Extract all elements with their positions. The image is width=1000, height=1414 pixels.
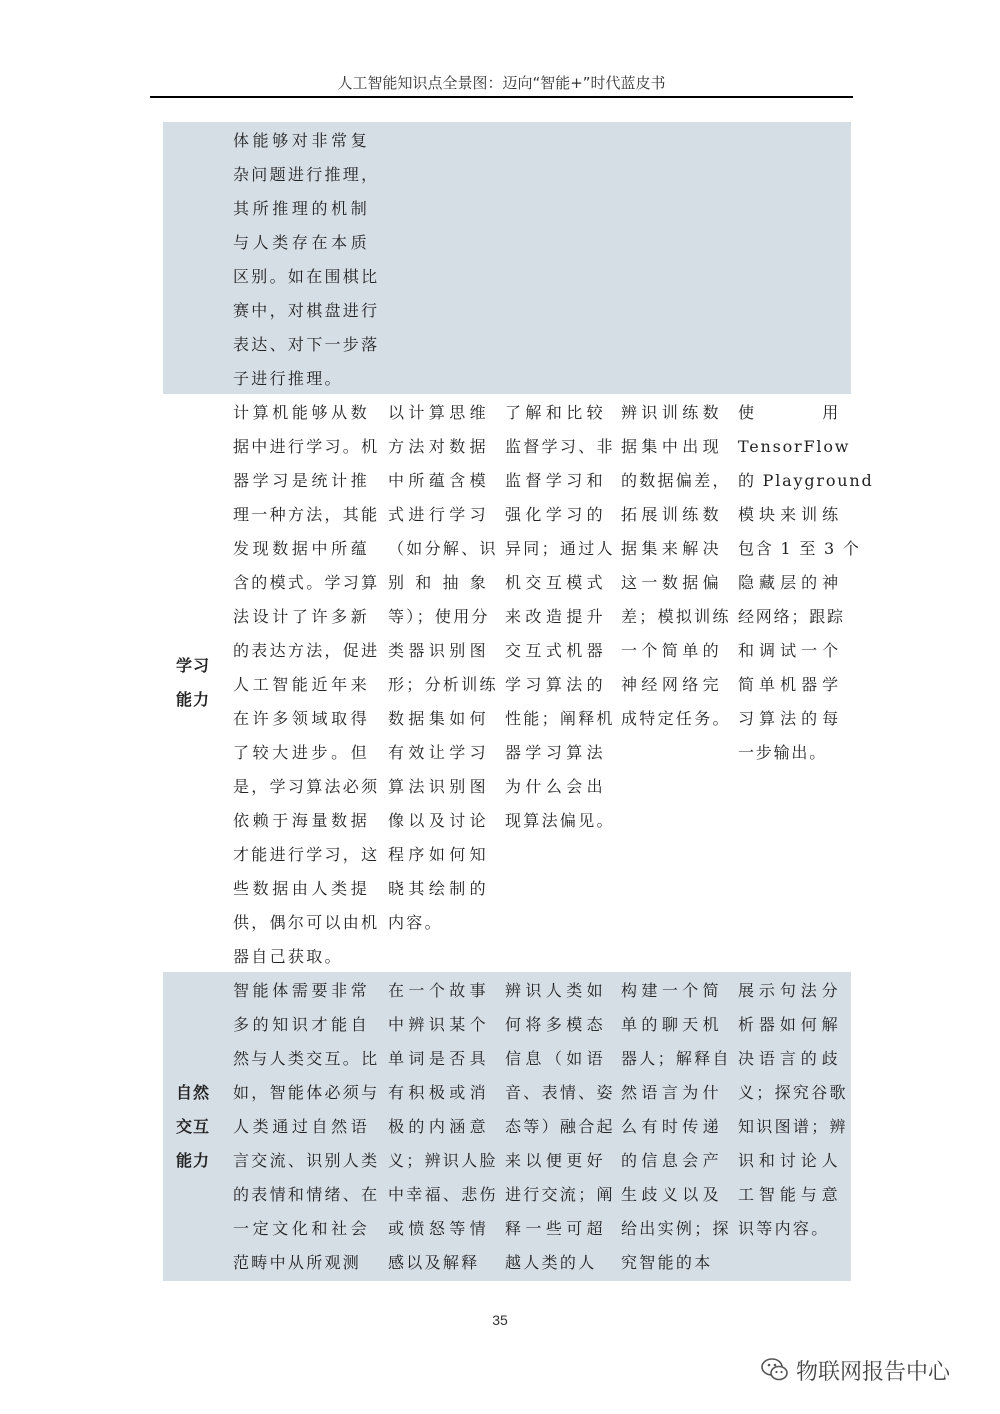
text-line: 单的聊天机 bbox=[621, 1015, 721, 1034]
text-line: 器学习算法 bbox=[505, 743, 605, 762]
header-rule bbox=[150, 96, 853, 98]
text-line: TensorFlow bbox=[738, 437, 851, 456]
cell-col2 bbox=[388, 974, 498, 1280]
text-line: 的表情和情绪、在 bbox=[233, 1185, 380, 1204]
text-line: 的 Playground bbox=[738, 471, 874, 490]
text-line: 表达、对下一步落 bbox=[233, 335, 380, 354]
text-line: 在许多领域取得 bbox=[233, 709, 369, 728]
text-line: 人类通过自然语 bbox=[233, 1117, 369, 1136]
text-line: 构建一个简 bbox=[621, 981, 721, 1000]
text-line: 析器如何解 bbox=[738, 1015, 840, 1034]
text-line: 辨识训练数 bbox=[621, 403, 721, 422]
text-line: 感以及解释 bbox=[388, 1253, 480, 1272]
text-line: 监督学习、非 bbox=[505, 437, 615, 456]
text-line: 区别。如在围棋比 bbox=[233, 267, 380, 286]
text-line: 像以及讨论 bbox=[388, 811, 488, 830]
cell-description bbox=[233, 396, 380, 974]
text-line: 器人；解释自 bbox=[621, 1049, 731, 1068]
text-line: 其所推理的机制 bbox=[233, 199, 369, 218]
text-line: 态等）融合起 bbox=[505, 1117, 615, 1136]
wechat-icon bbox=[760, 1355, 790, 1385]
text-line: 中幸福、悲伤 bbox=[388, 1185, 498, 1204]
text-line: 模块来训练 bbox=[738, 505, 840, 524]
text-line: 辨识人类如 bbox=[505, 981, 605, 1000]
text-line: 知识图谱；辨 bbox=[738, 1117, 848, 1136]
cell-col4 bbox=[621, 974, 731, 1280]
text-line: 异同；通过人 bbox=[505, 539, 615, 558]
text-line: 多的知识才能自 bbox=[233, 1015, 369, 1034]
text-line: 一个简单的 bbox=[621, 641, 721, 660]
text-line: 能力 bbox=[175, 1151, 210, 1170]
text-line: 范畴中从所观测 bbox=[233, 1253, 362, 1272]
text-line: 体能够对非常复 bbox=[233, 131, 369, 150]
text-line: 现算法偏见。 bbox=[505, 811, 615, 830]
text-line: 含的模式。学习算 bbox=[233, 573, 380, 592]
text-line: 内容。 bbox=[388, 913, 443, 932]
text-line: 智能体需要非常 bbox=[233, 981, 369, 1000]
text-line: 别和抽象 bbox=[388, 573, 488, 592]
text-line: 如，智能体必须与 bbox=[233, 1083, 380, 1102]
cell-col5 bbox=[738, 974, 848, 1246]
cell-description bbox=[233, 124, 380, 396]
text-line: 音、表情、姿 bbox=[505, 1083, 615, 1102]
text-line: 些数据由人类提 bbox=[233, 879, 369, 898]
text-line: 形；分析训练 bbox=[388, 675, 498, 694]
text-line: 使 用 bbox=[738, 403, 840, 422]
text-line: 方法对数据 bbox=[388, 437, 488, 456]
text-line: 决语言的歧 bbox=[738, 1049, 840, 1068]
text-line: 言交流、识别人类 bbox=[233, 1151, 380, 1170]
text-line: 识和讨论人 bbox=[738, 1151, 840, 1170]
text-line: 成特定任务。 bbox=[621, 709, 731, 728]
text-line: 有积极或消 bbox=[388, 1083, 488, 1102]
text-line: 监督学习和 bbox=[505, 471, 605, 490]
text-line: 学习 bbox=[175, 656, 210, 675]
cell-description bbox=[233, 974, 380, 1280]
text-line: 信息（如语 bbox=[505, 1049, 605, 1068]
text-line: 据集来解决 bbox=[621, 539, 721, 558]
text-line: 式进行学习 bbox=[388, 505, 488, 524]
text-line: 赛中，对棋盘进行 bbox=[233, 301, 380, 320]
running-header: 人工智能知识点全景图：迈向“智能+”时代蓝皮书 bbox=[337, 74, 666, 92]
text-line: 或愤怒等情 bbox=[388, 1219, 488, 1238]
text-line: 和调试一个 bbox=[738, 641, 840, 660]
watermark bbox=[760, 1350, 950, 1390]
text-line: 器学习是统计推 bbox=[233, 471, 369, 490]
text-line: 机交互模式 bbox=[505, 573, 605, 592]
text-line: 这一数据偏 bbox=[621, 573, 721, 592]
text-line: 包含 1 至 3 个 bbox=[738, 539, 861, 558]
text-line: 杂问题进行推理， bbox=[233, 165, 380, 184]
text-line: 人工智能近年来 bbox=[233, 675, 369, 694]
text-line: 究智能的本 bbox=[621, 1253, 713, 1272]
text-line: 的信息会产 bbox=[621, 1151, 721, 1170]
text-line: 隐藏层的神 bbox=[738, 573, 840, 592]
cell-col3 bbox=[505, 396, 615, 838]
text-line: 来以便更好 bbox=[505, 1151, 605, 1170]
text-line: 性能；阐释机 bbox=[505, 709, 615, 728]
cell-col5 bbox=[738, 396, 874, 770]
text-line: 交互式机器 bbox=[505, 641, 605, 660]
text-line: 极的内涵意 bbox=[388, 1117, 488, 1136]
text-line: 计算机能够从数 bbox=[233, 403, 369, 422]
text-line: 依赖于海量数据 bbox=[233, 811, 369, 830]
text-line: 有效让学习 bbox=[388, 743, 488, 762]
text-line: 为什么会出 bbox=[505, 777, 605, 796]
text-line: 来改造提升 bbox=[505, 607, 605, 626]
table-row-learning bbox=[163, 394, 874, 972]
text-line: 能力 bbox=[175, 690, 210, 709]
text-line: 的数据偏差， bbox=[621, 471, 731, 490]
text-line: 拓展训练数 bbox=[621, 505, 721, 524]
text-line: 中辨识某个 bbox=[388, 1015, 488, 1034]
cell-col4 bbox=[621, 396, 731, 736]
text-line: 识等内容。 bbox=[738, 1219, 830, 1238]
text-line: 强化学习的 bbox=[505, 505, 605, 524]
text-line: 义；辨识人脸 bbox=[388, 1151, 498, 1170]
text-line: 据集中出现 bbox=[621, 437, 721, 456]
text-line: 以计算思维 bbox=[388, 403, 488, 422]
text-line: 了解和比较 bbox=[505, 403, 605, 422]
text-line: 单词是否具 bbox=[388, 1049, 488, 1068]
text-line: 工智能与意 bbox=[738, 1185, 840, 1204]
table-row-interaction bbox=[163, 972, 851, 1281]
table-row-continuation bbox=[163, 122, 851, 394]
text-line: 自然 bbox=[175, 1083, 210, 1102]
text-line: 一定文化和社会 bbox=[233, 1219, 369, 1238]
text-line: 神经网络完 bbox=[621, 675, 721, 694]
text-line: 等）；使用分 bbox=[388, 607, 490, 626]
text-line: 算法识别图 bbox=[388, 777, 488, 796]
text-line: 的表达方法，促进 bbox=[233, 641, 380, 660]
text-line: 何将多模态 bbox=[505, 1015, 605, 1034]
text-line: 晓其绘制的 bbox=[388, 879, 488, 898]
watermark-text: 物联网报告中心 bbox=[796, 1359, 951, 1385]
text-line: 理一种方法，其能 bbox=[233, 505, 380, 524]
text-line: 据中进行学习。机 bbox=[233, 437, 380, 456]
text-line: 与人类存在本质 bbox=[233, 233, 369, 252]
text-line: 程序如何知 bbox=[388, 845, 488, 864]
text-line: 才能进行学习，这 bbox=[233, 845, 380, 864]
cell-col3 bbox=[505, 974, 615, 1280]
text-line: 发现数据中所蕴 bbox=[233, 539, 369, 558]
row-label-learning bbox=[163, 649, 223, 717]
text-line: 么有时传递 bbox=[621, 1117, 721, 1136]
text-line: 差；模拟训练 bbox=[621, 607, 731, 626]
text-line: 义；探究谷歌 bbox=[738, 1083, 848, 1102]
row-label-interaction bbox=[163, 1076, 223, 1178]
text-line: 供，偶尔可以由机 bbox=[233, 913, 380, 932]
text-line: 器自己获取。 bbox=[233, 947, 343, 966]
text-line: 了较大进步。但 bbox=[233, 743, 369, 762]
text-line: 经网络；跟踪 bbox=[738, 607, 845, 626]
text-line: 习算法的每 bbox=[738, 709, 840, 728]
cell-col2 bbox=[388, 396, 498, 940]
text-line: 类器识别图 bbox=[388, 641, 488, 660]
text-line: 然语言为什 bbox=[621, 1083, 721, 1102]
text-line: 子进行推理。 bbox=[233, 369, 343, 388]
text-line: 简单机器学 bbox=[738, 675, 840, 694]
text-line: 中所蕴含模 bbox=[388, 471, 488, 490]
text-line: 释一些可超 bbox=[505, 1219, 605, 1238]
text-line: 在一个故事 bbox=[388, 981, 488, 1000]
text-line: 数据集如何 bbox=[388, 709, 488, 728]
text-line: 越人类的人 bbox=[505, 1253, 597, 1272]
text-line: 生歧义以及 bbox=[621, 1185, 721, 1204]
text-line: 展示句法分 bbox=[738, 981, 840, 1000]
text-line: 是，学习算法必须 bbox=[233, 777, 380, 796]
text-line: 一步输出。 bbox=[738, 743, 828, 762]
text-line: 交互 bbox=[175, 1117, 210, 1136]
text-line: （如分解、识 bbox=[388, 539, 498, 558]
text-line: 进行交流；阐 bbox=[505, 1185, 615, 1204]
text-line: 然与人类交互。比 bbox=[233, 1049, 380, 1068]
page-number: 35 bbox=[492, 1312, 508, 1328]
text-line: 法设计了许多新 bbox=[233, 607, 369, 626]
text-line: 学习算法的 bbox=[505, 675, 605, 694]
text-line: 给出实例；探 bbox=[621, 1219, 731, 1238]
